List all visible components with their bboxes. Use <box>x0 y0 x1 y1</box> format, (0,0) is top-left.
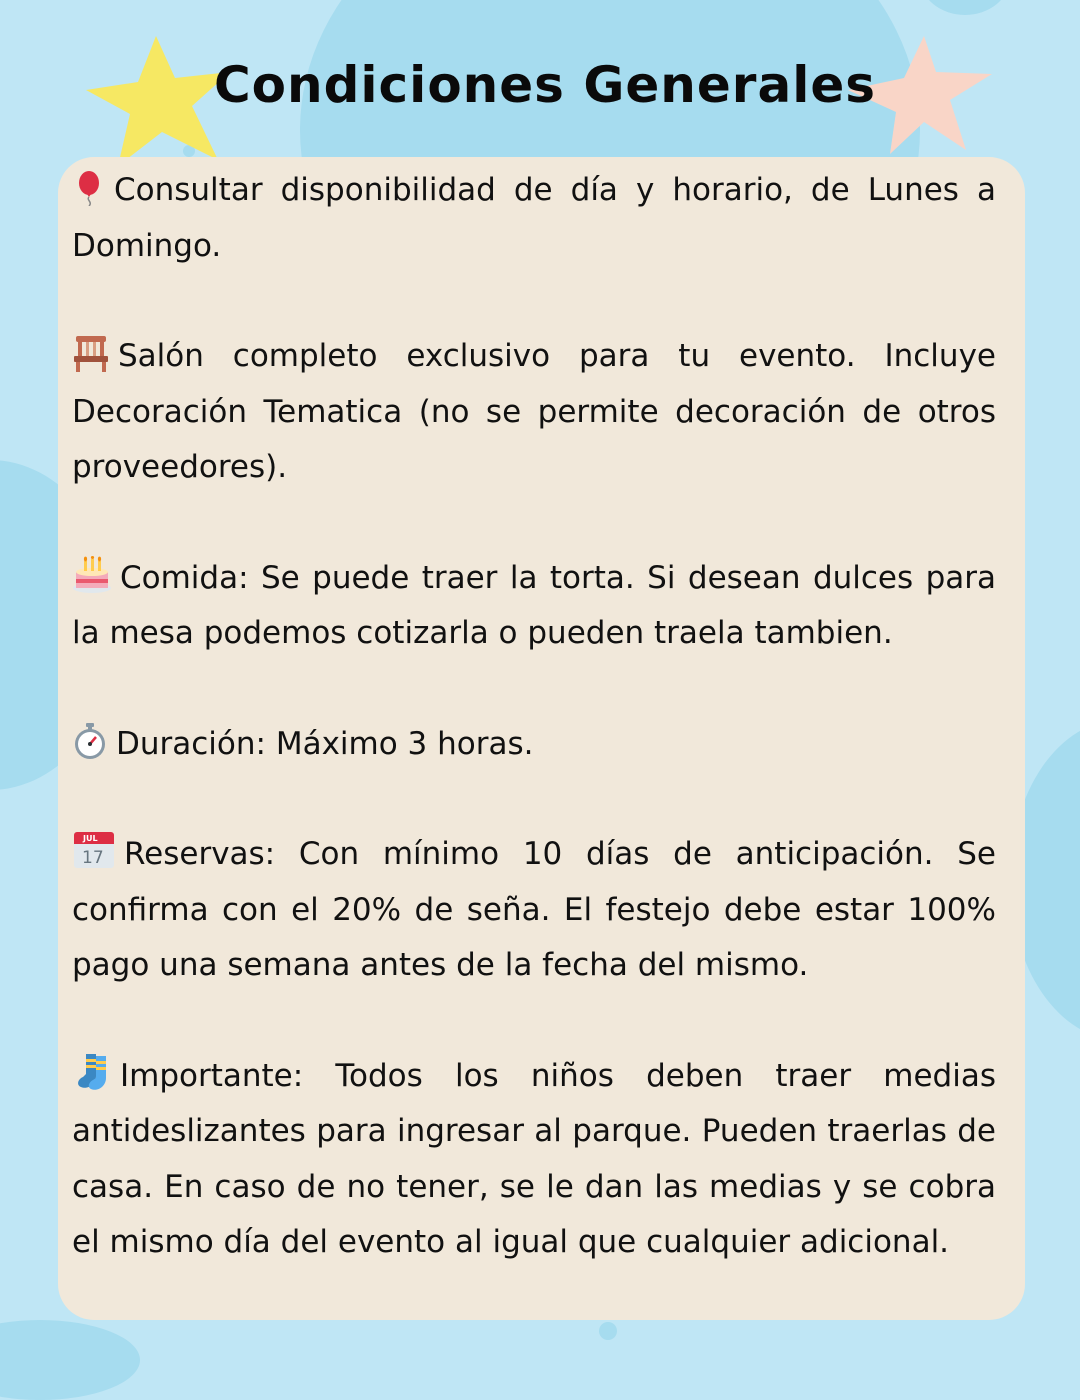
condition-venue <box>72 329 996 496</box>
socks-icon <box>72 1052 112 1092</box>
calendar-month: JUL <box>83 834 98 843</box>
condition-reservations <box>72 827 996 994</box>
condition-text: Importante: Todos los niños deben traer medias antideslizantes para ingresar al parque. Pueden traerlas de casa. En caso de no tener, se le dan las medias y se cobra el mismo día del evento al igual que cualquier adicional. <box>72 1057 996 1260</box>
condition-text: Duración: Máximo 3 horas. <box>116 725 534 762</box>
background-circle-bottom <box>0 1320 140 1400</box>
condition-text: Consultar disponibilidad de día y horario, de Lunes a Domingo. <box>72 172 996 264</box>
calendar-icon <box>72 830 116 870</box>
balloon-icon <box>72 170 106 206</box>
condition-text: Comida: Se puede traer la torta. Si desean dulces para la mesa podemos cotizarla o pueden traela tambien. <box>72 559 996 651</box>
background-dot <box>599 1322 617 1340</box>
chair-icon <box>72 334 110 372</box>
stopwatch-icon <box>72 722 108 760</box>
page-title: Condiciones Generales <box>213 56 877 114</box>
birthday-cake-icon <box>72 556 112 594</box>
conditions-list <box>72 163 996 1271</box>
condition-text: Reservas: Con mínimo 10 días de anticipación. Se confirma con el 20% de seña. El festejo debe estar 100% pago una semana antes de la fecha del mismo. <box>72 836 996 983</box>
condition-availability <box>72 163 996 274</box>
condition-duration <box>72 717 996 773</box>
condition-text: Salón completo exclusivo para tu evento. Incluye Decoración Tematica (no se permite decoración de otros proveedores). <box>72 338 996 485</box>
background-circle-corner <box>920 0 1010 15</box>
condition-food <box>72 551 996 662</box>
calendar-day: 17 <box>82 848 104 868</box>
condition-important <box>72 1049 996 1271</box>
